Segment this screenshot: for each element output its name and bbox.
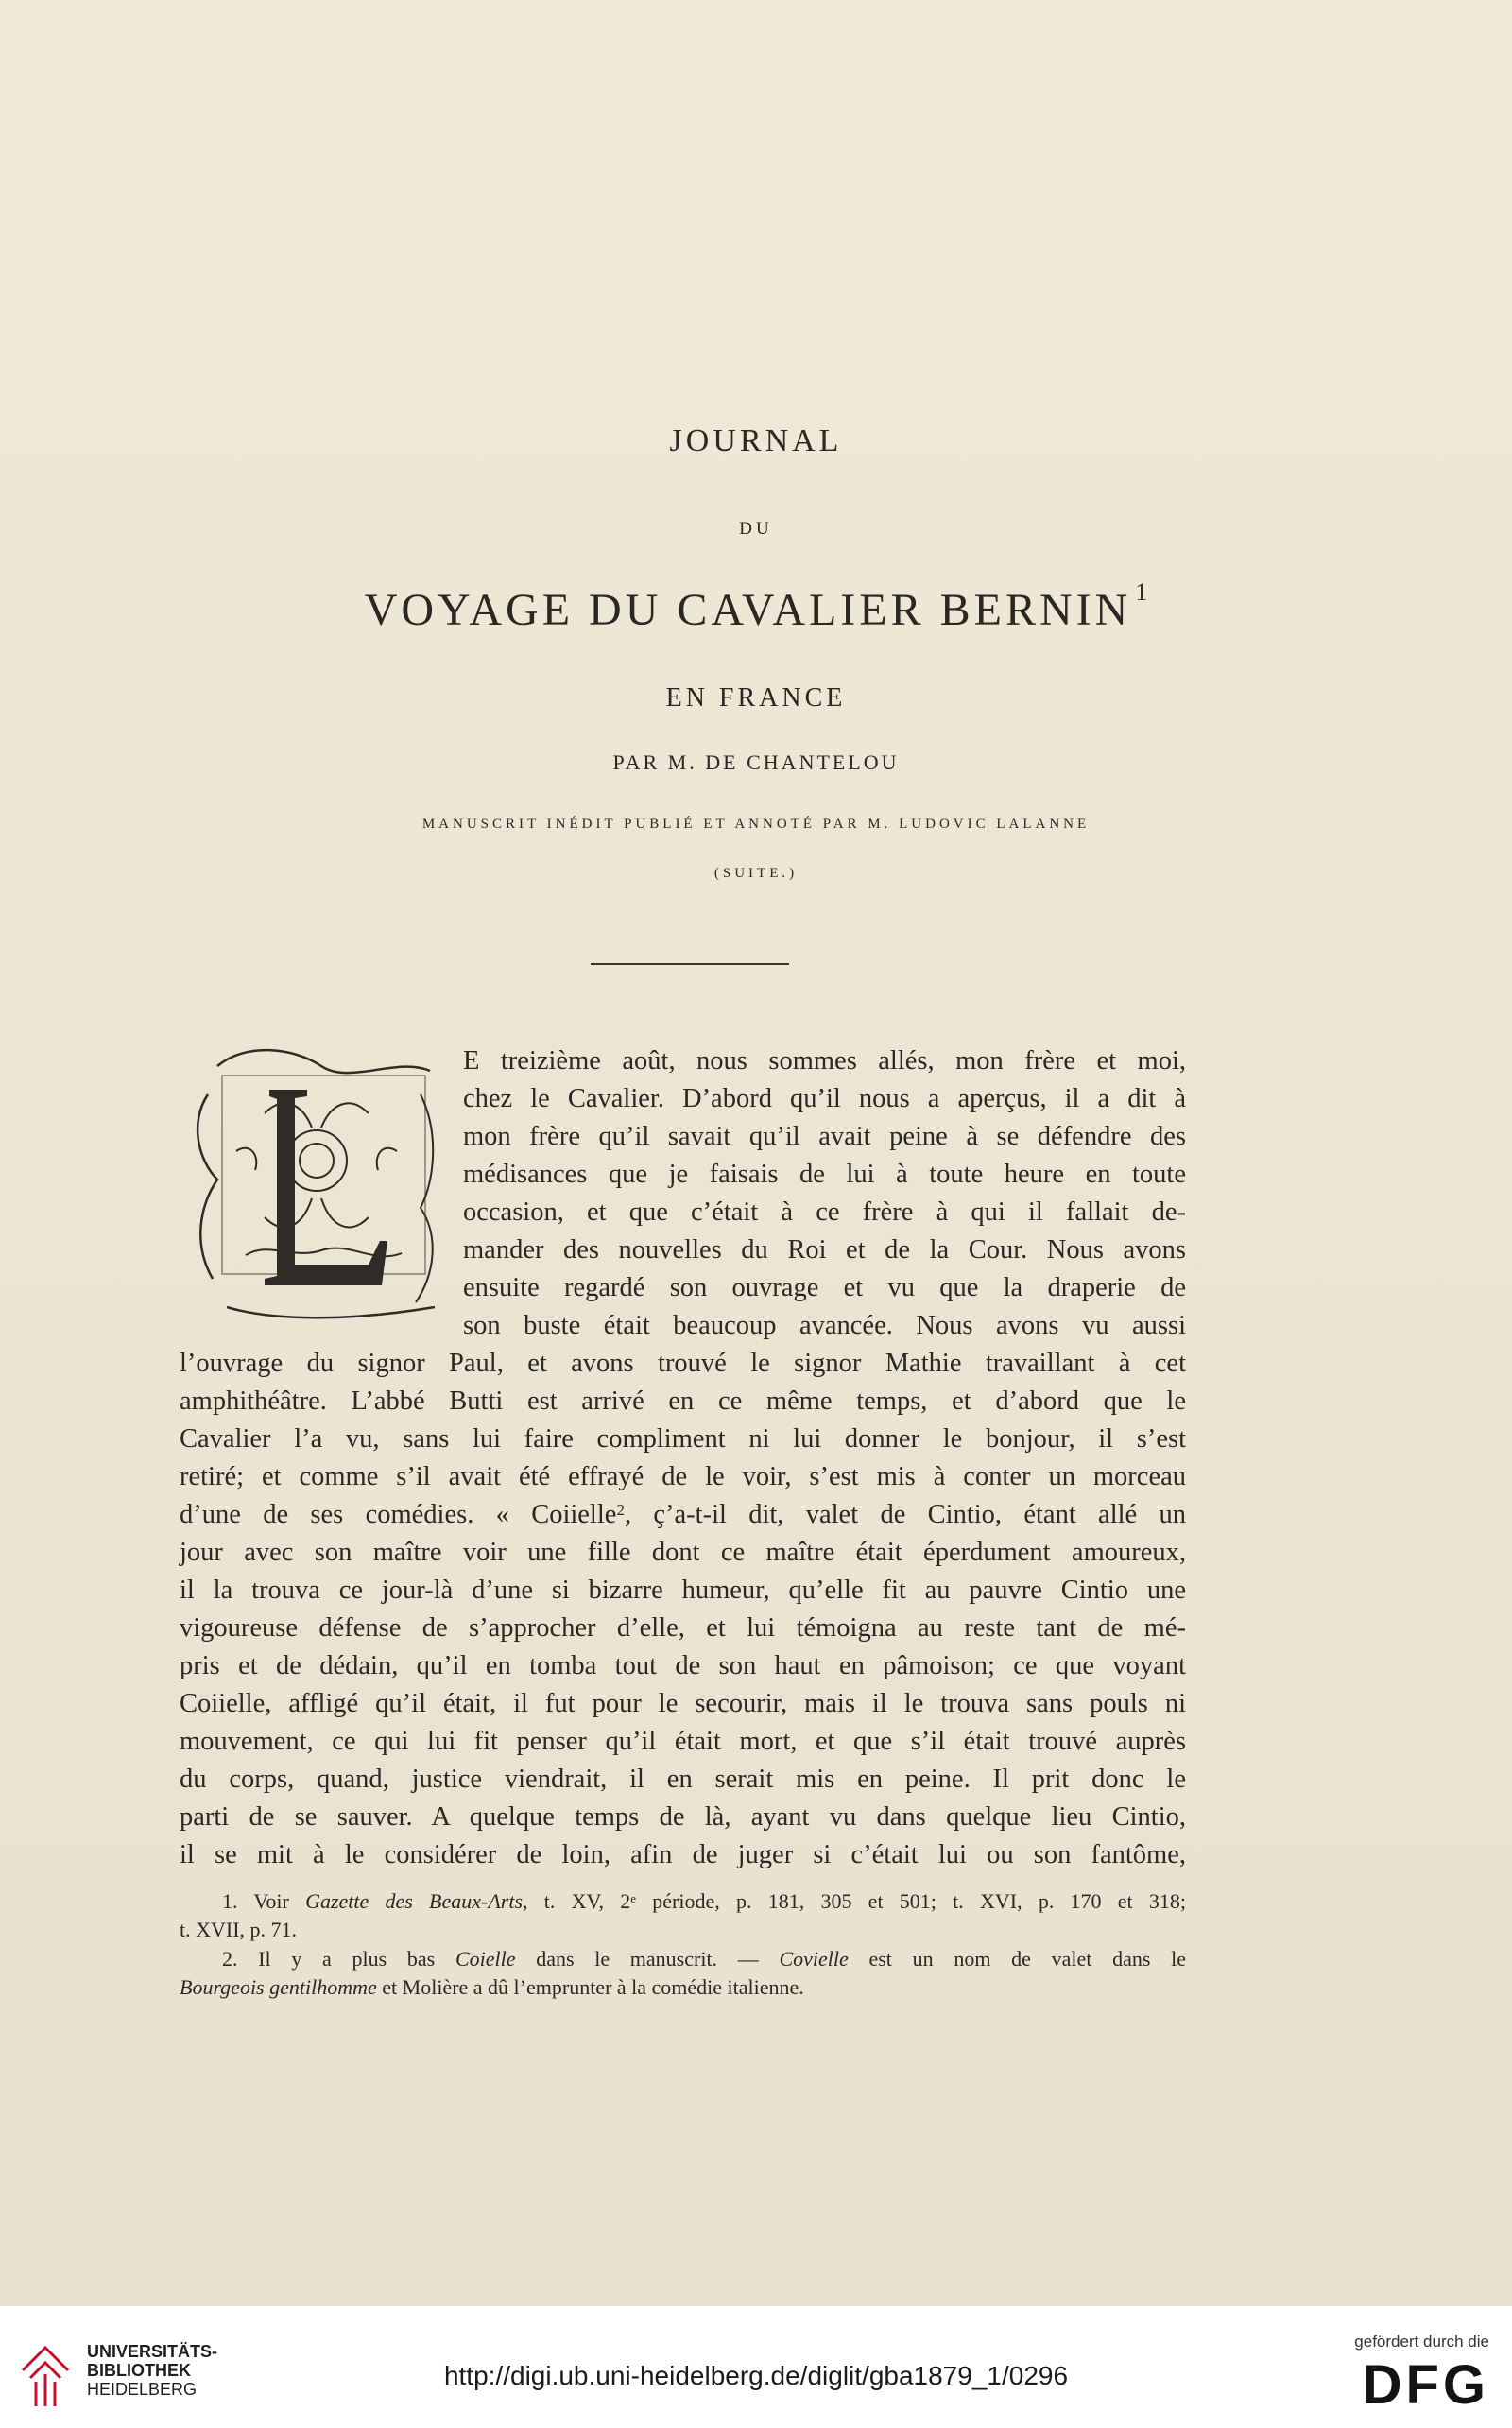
body-line: retiré; et comme s’il avait été effrayé de le voir, s’est mis à conter un morceau — [180, 1462, 1186, 1491]
body-line: du corps, quand, justice viendrait, il en serait mis en peine. Il prit donc le — [180, 1765, 1186, 1794]
body-line: il se mit à le considérer de loin, afin de juger si c’était lui ou son fantôme, — [180, 1840, 1186, 1869]
body-line: mander des nouvelles du Roi et de la Cour. Nous avons — [463, 1235, 1186, 1265]
body-line: chez le Cavalier. D’abord qu’il nous a aperçus, il a dit à — [463, 1084, 1186, 1113]
body-line: amphithéâtre. L’abbé Butti est arrivé en ce même temps, et d’abord que le — [180, 1386, 1186, 1416]
body-line: ensuite regardé son ouvrage et vu que la draperie de — [463, 1273, 1186, 1302]
body-line: Coiielle, affligé qu’il était, il fut pour le secourir, mais il le trouva sans pouls ni — [180, 1689, 1186, 1718]
dfg-logo: DFG — [1362, 2354, 1489, 2416]
body-line: l’ouvrage du signor Paul, et avons trouvé le signor Mathie travaillant à cet — [180, 1349, 1186, 1378]
title-footnote-mark: 1 — [1135, 578, 1148, 606]
body-line: vigoureuse défense de s’approcher d’elle, et lui témoigna au reste tant de mé- — [180, 1613, 1186, 1643]
footnote-mark-2: 2 — [616, 1501, 625, 1519]
body-line: mouvement, ce qui lui fit penser qu’il était mort, et que s’il était trouvé auprès — [180, 1727, 1186, 1756]
article-subtitle: EN FRANCE — [665, 683, 847, 713]
footnote-1: 1. Voir Gazette des Beaux-Arts, t. XV, 2e période, p. 181, 305 et 501; t. XVI, p. 170 et 318; — [222, 1889, 1186, 1913]
body-line: jour avec son maître voir une fille dont ce maître était éperdument amoureux, — [180, 1538, 1186, 1567]
permalink-url[interactable]: http://digi.ub.uni-heidelberg.de/diglit/gba1879_1/0296 — [443, 2361, 1069, 2390]
title-divider — [591, 963, 789, 965]
body-line: parti de se sauver. A quelque temps de là, ayant vu dans quelque lieu Cintio, — [180, 1802, 1186, 1832]
body-line: médisances que je faisais de lui à toute heure en toute — [463, 1160, 1186, 1189]
body-line-text: , ç’a-t-il dit, valet de Cintio, étant allé un — [624, 1500, 1187, 1529]
body-line: Cavalier l’a vu, sans lui faire compliment ni lui donner le bonjour, il s’est — [180, 1424, 1186, 1454]
library-name-line: HEIDELBERG — [87, 2380, 198, 2399]
heading-du: DU — [739, 519, 773, 539]
footnote-1-continued: t. XVII, p. 71. — [180, 1918, 298, 1941]
suite-note: (SUITE.) — [713, 866, 799, 881]
article-author: PAR M. DE CHANTELOU — [612, 750, 900, 774]
ornamental-initial-l-icon — [180, 1038, 449, 1326]
body-line: E treizième août, nous sommes allés, mon frère et moi, — [463, 1046, 1186, 1076]
library-name-line: UNIVERSITÄTS- — [87, 2342, 218, 2361]
funding-label: gefördert durch die — [1354, 2333, 1489, 2351]
library-name-line: BIBLIOTHEK — [87, 2361, 191, 2380]
article-title-text: VOYAGE DU CAVALIER BERNIN — [364, 585, 1132, 635]
body-line: il la trouva ce jour-là d’une si bizarre humeur, qu’elle fit au pauvre Cintio une — [180, 1576, 1186, 1605]
edition-note: MANUSCRIT INÉDIT PUBLIÉ ET ANNOTÉ PAR M. LUDOVIC LALANNE — [421, 817, 1091, 832]
article-title — [0, 578, 1512, 636]
heading-journal: JOURNAL — [669, 423, 843, 458]
body-line-text: d’une de ses comédies. « Coiielle — [180, 1500, 617, 1529]
footnote-2: 2. Il y a plus bas Coielle dans le manuscrit. — Covielle est un nom de valet dans le — [222, 1947, 1186, 1971]
body-line — [180, 1496, 1186, 1534]
footnote-2-continued: Bourgeois gentilhomme et Molière a dû l’emprunter à la comédie italienne. — [180, 1975, 804, 1999]
body-line: mon frère qu’il savait qu’il avait peine à se défendre des — [463, 1122, 1186, 1151]
body-line: occasion, et que c’était à ce frère à qui il fallait de- — [463, 1197, 1186, 1227]
body-line: pris et de dédain, qu’il en tomba tout de son haut en pâmoison; ce que voyant — [180, 1651, 1186, 1680]
body-line: son buste était beaucoup avancée. Nous avons vu aussi — [463, 1311, 1186, 1340]
